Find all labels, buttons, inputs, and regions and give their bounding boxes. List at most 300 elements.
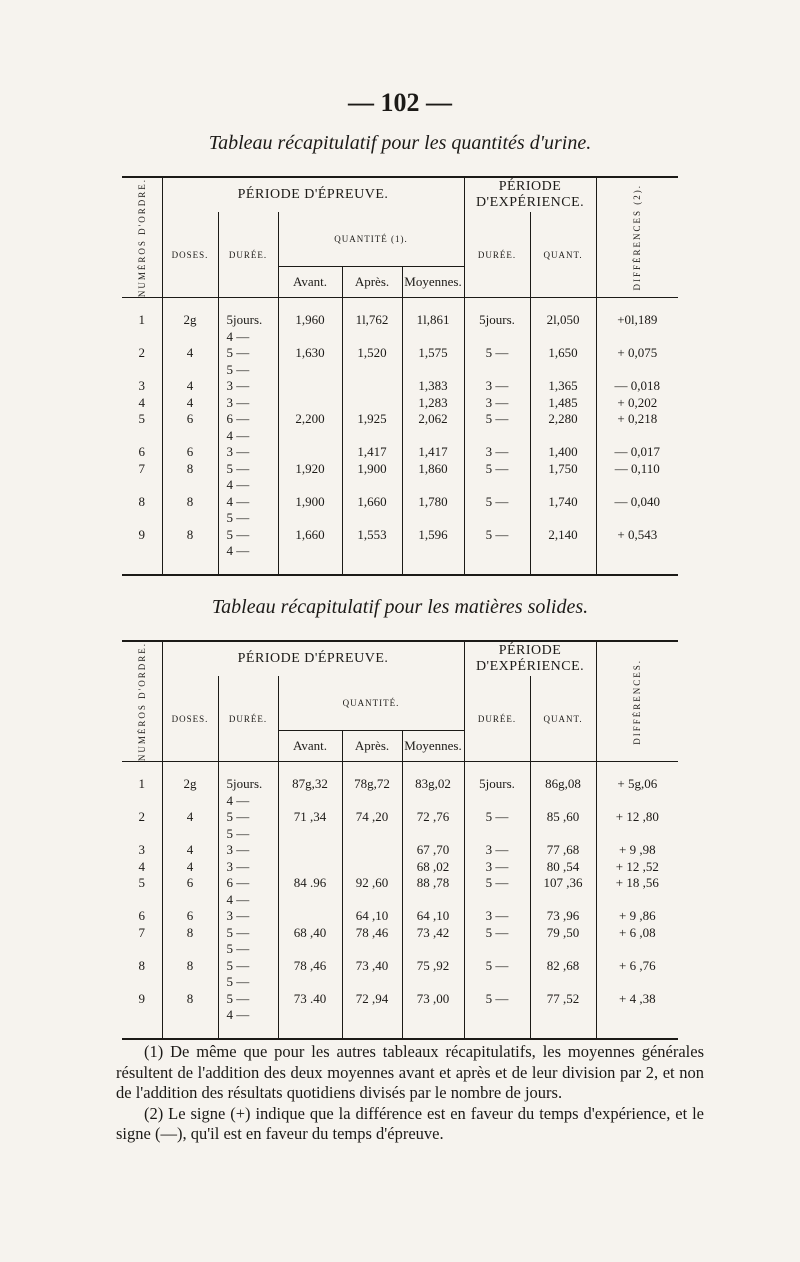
cell-mean-value xyxy=(402,477,464,494)
cell-before-value xyxy=(278,378,342,395)
cell-dose: 6 xyxy=(162,908,218,925)
cell-quantity xyxy=(530,362,596,379)
header-quantite: QUANTITÉ (1). xyxy=(278,212,464,267)
cell-mean-value xyxy=(402,428,464,445)
cell-dose: 8 xyxy=(162,991,218,1008)
cell-duration: 3 — xyxy=(218,378,278,395)
header-numeros: NUMÉROS D'ORDRE. xyxy=(136,178,147,298)
cell-dose: 4 xyxy=(162,859,218,876)
table-row xyxy=(122,329,678,346)
cell-mean-value xyxy=(402,826,464,843)
cell-experience-duration: 3 — xyxy=(464,444,530,461)
cell-duration: 5 — xyxy=(218,826,278,843)
header-duree: DURÉE. xyxy=(218,212,278,298)
cell-after-value xyxy=(342,395,402,412)
cell-mean-value: 1,417 xyxy=(402,444,464,461)
cell-experience-duration: 5jours. xyxy=(464,776,530,793)
table-row xyxy=(122,892,678,909)
cell-dose xyxy=(162,329,218,346)
header-avant: Avant. xyxy=(278,267,342,298)
table-row xyxy=(122,395,678,412)
cell-quantity: 1,650 xyxy=(530,345,596,362)
cell-before-value: 1,960 xyxy=(278,312,342,329)
cell-quantity: 2,280 xyxy=(530,411,596,428)
header-moyennes: Moyennes. xyxy=(402,731,464,762)
cell-duration: 4 — xyxy=(218,428,278,445)
cell-mean-value xyxy=(402,1007,464,1024)
cell-row-number: 7 xyxy=(122,925,162,942)
table-row xyxy=(122,908,678,925)
cell-mean-value xyxy=(402,941,464,958)
header-avant: Avant. xyxy=(278,731,342,762)
cell-duration: 4 — xyxy=(218,793,278,810)
cell-quantity xyxy=(530,543,596,560)
cell-duration: 6 — xyxy=(218,411,278,428)
cell-quantity: 107 ,36 xyxy=(530,875,596,892)
cell-dose: 8 xyxy=(162,958,218,975)
cell-difference xyxy=(596,543,678,560)
table-row xyxy=(122,378,678,395)
cell-experience-duration: 3 — xyxy=(464,378,530,395)
cell-after-value xyxy=(342,378,402,395)
cell-duration: 5 — xyxy=(218,941,278,958)
cell-mean-value: 68 ,02 xyxy=(402,859,464,876)
cell-dose xyxy=(162,510,218,527)
cell-difference xyxy=(596,974,678,991)
cell-duration: 3 — xyxy=(218,395,278,412)
cell-difference xyxy=(596,428,678,445)
table-row xyxy=(122,809,678,826)
cell-quantity: 1,740 xyxy=(530,494,596,511)
cell-duration: 4 — xyxy=(218,892,278,909)
cell-difference: + 0,075 xyxy=(617,345,658,361)
cell-difference: +0l,189 xyxy=(617,312,658,328)
cell-mean-value: 1,383 xyxy=(402,378,464,395)
cell-row-number xyxy=(122,543,162,560)
table-row xyxy=(122,312,678,329)
cell-duration: 3 — xyxy=(218,908,278,925)
cell-before-value xyxy=(278,826,342,843)
cell-row-number xyxy=(122,510,162,527)
cell-after-value: 1,925 xyxy=(342,411,402,428)
cell-mean-value: 88 ,78 xyxy=(402,875,464,892)
cell-row-number: 4 xyxy=(122,395,162,412)
header-duree-experience: DURÉE. xyxy=(464,212,530,298)
cell-after-value: 74 ,20 xyxy=(342,809,402,826)
cell-after-value: 78 ,46 xyxy=(342,925,402,942)
cell-after-value xyxy=(342,329,402,346)
cell-before-value: 84 .96 xyxy=(278,875,342,892)
cell-quantity: 79 ,50 xyxy=(530,925,596,942)
cell-mean-value xyxy=(402,974,464,991)
table-row xyxy=(122,826,678,843)
cell-before-value: 1,660 xyxy=(278,527,342,544)
cell-after-value xyxy=(342,362,402,379)
cell-before-value: 1,920 xyxy=(278,461,342,478)
page-number: — 102 — xyxy=(348,88,452,117)
cell-experience-duration: 5 — xyxy=(464,958,530,975)
cell-after-value xyxy=(342,428,402,445)
cell-mean-value: 1l,861 xyxy=(402,312,464,329)
cell-quantity: 86g,08 xyxy=(530,776,596,793)
cell-mean-value xyxy=(402,543,464,560)
cell-after-value xyxy=(342,1007,402,1024)
cell-quantity: 1,365 xyxy=(530,378,596,395)
cell-after-value xyxy=(342,826,402,843)
cell-difference xyxy=(596,477,678,494)
header-periode-experience: PÉRIODE D'EXPÉRIENCE. xyxy=(464,641,596,676)
cell-difference: + 0,218 xyxy=(617,411,658,427)
cell-duration: 5 — xyxy=(218,510,278,527)
cell-row-number: 2 xyxy=(122,345,162,362)
cell-dose: 4 xyxy=(162,378,218,395)
cell-before-value xyxy=(278,974,342,991)
cell-before-value xyxy=(278,477,342,494)
header-periode-epreuve: PÉRIODE D'ÉPREUVE. xyxy=(162,641,464,676)
footnote-2: (2) Le signe (+) indique que la différence est en faveur du temps d'expérience, et le signe (—), qu'il est en faveur du temps d'épreuve. xyxy=(116,1103,704,1143)
cell-before-value: 78 ,46 xyxy=(278,958,342,975)
cell-row-number xyxy=(122,329,162,346)
table-row xyxy=(122,859,678,876)
cell-difference xyxy=(596,793,678,810)
cell-dose: 4 xyxy=(162,809,218,826)
urine-summary-table xyxy=(122,176,678,576)
table-row xyxy=(122,991,678,1008)
cell-after-value: 1,553 xyxy=(342,527,402,544)
footnotes xyxy=(116,1042,704,1145)
header-doses: DOSES. xyxy=(162,676,218,762)
cell-dose xyxy=(162,826,218,843)
cell-quantity xyxy=(530,826,596,843)
header-apres: Après. xyxy=(342,267,402,298)
table-row xyxy=(122,428,678,445)
cell-duration: 5 — xyxy=(218,991,278,1008)
cell-after-value: 64 ,10 xyxy=(342,908,402,925)
cell-difference xyxy=(596,941,678,958)
cell-duration: 3 — xyxy=(218,859,278,876)
cell-mean-value xyxy=(402,793,464,810)
cell-row-number xyxy=(122,477,162,494)
cell-duration: 4 — xyxy=(218,329,278,346)
cell-quantity: 77 ,68 xyxy=(530,842,596,859)
cell-row-number: 8 xyxy=(122,958,162,975)
cell-after-value: 72 ,94 xyxy=(342,991,402,1008)
cell-before-value xyxy=(278,892,342,909)
cell-row-number: 8 xyxy=(122,494,162,511)
cell-experience-duration xyxy=(464,892,530,909)
cell-quantity xyxy=(530,974,596,991)
cell-quantity: 1,485 xyxy=(530,395,596,412)
cell-after-value: 1,900 xyxy=(342,461,402,478)
cell-dose: 6 xyxy=(162,411,218,428)
table-row xyxy=(122,527,678,544)
cell-difference: + 9 ,86 xyxy=(619,908,656,924)
solids-table-caption: Tableau récapitulatif pour les matières solides. xyxy=(211,596,589,618)
cell-quantity: 1,400 xyxy=(530,444,596,461)
cell-before-value: 71 ,34 xyxy=(278,809,342,826)
cell-row-number: 6 xyxy=(122,908,162,925)
cell-experience-duration xyxy=(464,941,530,958)
cell-quantity xyxy=(530,892,596,909)
cell-experience-duration xyxy=(464,428,530,445)
cell-after-value: 92 ,60 xyxy=(342,875,402,892)
header-periode-epreuve: PÉRIODE D'ÉPREUVE. xyxy=(162,177,464,212)
cell-difference: + 5g,06 xyxy=(617,776,658,792)
header-duree: DURÉE. xyxy=(218,676,278,762)
cell-row-number: 9 xyxy=(122,991,162,1008)
cell-experience-duration: 3 — xyxy=(464,908,530,925)
table-row xyxy=(122,461,678,478)
cell-after-value xyxy=(342,859,402,876)
header-apres: Après. xyxy=(342,731,402,762)
cell-before-value xyxy=(278,1007,342,1024)
cell-difference xyxy=(596,1007,678,1024)
cell-row-number xyxy=(122,793,162,810)
cell-difference: + 0,543 xyxy=(617,526,658,542)
cell-before-value: 1,630 xyxy=(278,345,342,362)
cell-experience-duration: 5 — xyxy=(464,875,530,892)
cell-duration: 4 — xyxy=(218,543,278,560)
cell-mean-value: 1,780 xyxy=(402,494,464,511)
cell-row-number xyxy=(122,892,162,909)
cell-mean-value: 67 ,70 xyxy=(402,842,464,859)
cell-dose: 4 xyxy=(162,395,218,412)
cell-after-value xyxy=(342,793,402,810)
cell-before-value: 87g,32 xyxy=(278,776,342,793)
cell-after-value: 1,417 xyxy=(342,444,402,461)
table-row xyxy=(122,444,678,461)
cell-before-value: 73 .40 xyxy=(278,991,342,1008)
cell-difference xyxy=(596,892,678,909)
header-quant: QUANT. xyxy=(530,212,596,298)
cell-row-number: 4 xyxy=(122,859,162,876)
cell-quantity: 2,140 xyxy=(530,527,596,544)
cell-before-value xyxy=(278,543,342,560)
cell-experience-duration xyxy=(464,477,530,494)
cell-difference: + 12 ,80 xyxy=(615,809,659,825)
cell-quantity: 82 ,68 xyxy=(530,958,596,975)
cell-duration: 5 — xyxy=(218,362,278,379)
cell-experience-duration: 5 — xyxy=(464,991,530,1008)
cell-mean-value: 73 ,42 xyxy=(402,925,464,942)
cell-mean-value: 1,575 xyxy=(402,345,464,362)
cell-mean-value: 72 ,76 xyxy=(402,809,464,826)
cell-experience-duration xyxy=(464,974,530,991)
cell-mean-value: 2,062 xyxy=(402,411,464,428)
cell-dose: 8 xyxy=(162,925,218,942)
cell-experience-duration: 3 — xyxy=(464,842,530,859)
cell-difference: + 4 ,38 xyxy=(619,990,656,1006)
cell-experience-duration xyxy=(464,793,530,810)
cell-row-number: 1 xyxy=(122,776,162,793)
cell-mean-value xyxy=(402,329,464,346)
cell-experience-duration: 5 — xyxy=(464,461,530,478)
table-row xyxy=(122,925,678,942)
header-duree-experience: DURÉE. xyxy=(464,676,530,762)
cell-dose xyxy=(162,974,218,991)
cell-duration: 5jours. xyxy=(218,776,278,793)
table-row xyxy=(122,510,678,527)
cell-mean-value xyxy=(402,362,464,379)
cell-difference: + 18 ,56 xyxy=(615,875,659,891)
cell-after-value: 1,520 xyxy=(342,345,402,362)
table-row xyxy=(122,345,678,362)
cell-experience-duration xyxy=(464,510,530,527)
cell-difference xyxy=(596,826,678,843)
cell-after-value: 1l,762 xyxy=(342,312,402,329)
cell-quantity xyxy=(530,1007,596,1024)
cell-after-value: 78g,72 xyxy=(342,776,402,793)
cell-difference: + 6 ,08 xyxy=(619,924,656,940)
cell-dose xyxy=(162,892,218,909)
cell-dose: 2g xyxy=(162,312,218,329)
cell-dose xyxy=(162,1007,218,1024)
cell-quantity xyxy=(530,793,596,810)
table-row xyxy=(122,842,678,859)
cell-dose xyxy=(162,543,218,560)
cell-quantity xyxy=(530,428,596,445)
cell-after-value xyxy=(342,892,402,909)
table-row xyxy=(122,958,678,975)
cell-duration: 5 — xyxy=(218,345,278,362)
cell-before-value xyxy=(278,793,342,810)
cell-mean-value: 1,596 xyxy=(402,527,464,544)
cell-difference: — 0,110 xyxy=(614,460,660,476)
cell-experience-duration xyxy=(464,362,530,379)
cell-after-value xyxy=(342,477,402,494)
cell-before-value xyxy=(278,362,342,379)
table-row xyxy=(122,362,678,379)
cell-quantity: 77 ,52 xyxy=(530,991,596,1008)
cell-before-value: 2,200 xyxy=(278,411,342,428)
cell-quantity xyxy=(530,477,596,494)
cell-difference: + 12 ,52 xyxy=(615,858,659,874)
cell-after-value xyxy=(342,842,402,859)
header-numeros: NUMÉROS D'ORDRE. xyxy=(136,642,147,762)
cell-quantity: 73 ,96 xyxy=(530,908,596,925)
cell-dose: 8 xyxy=(162,461,218,478)
cell-duration: 4 — xyxy=(218,477,278,494)
cell-after-value: 1,660 xyxy=(342,494,402,511)
cell-before-value xyxy=(278,428,342,445)
cell-mean-value xyxy=(402,892,464,909)
cell-before-value: 68 ,40 xyxy=(278,925,342,942)
cell-difference: + 6 ,76 xyxy=(619,957,656,973)
cell-dose: 6 xyxy=(162,875,218,892)
cell-duration: 6 — xyxy=(218,875,278,892)
cell-dose xyxy=(162,428,218,445)
cell-mean-value: 1,860 xyxy=(402,461,464,478)
cell-quantity: 85 ,60 xyxy=(530,809,596,826)
header-differences: DIFFÉRENCES. xyxy=(632,658,643,745)
table-row xyxy=(122,793,678,810)
cell-quantity: 1,750 xyxy=(530,461,596,478)
cell-before-value xyxy=(278,941,342,958)
cell-mean-value: 1,283 xyxy=(402,395,464,412)
cell-quantity xyxy=(530,510,596,527)
cell-after-value xyxy=(342,974,402,991)
cell-experience-duration: 3 — xyxy=(464,395,530,412)
header-moyennes: Moyennes. xyxy=(402,267,464,298)
cell-before-value xyxy=(278,329,342,346)
urine-table-caption: Tableau récapitulatif pour les quantités d'urine. xyxy=(208,132,592,154)
cell-row-number xyxy=(122,941,162,958)
cell-before-value: 1,900 xyxy=(278,494,342,511)
cell-row-number xyxy=(122,1007,162,1024)
solids-summary-table xyxy=(122,640,678,1040)
cell-row-number: 3 xyxy=(122,378,162,395)
cell-experience-duration: 3 — xyxy=(464,859,530,876)
cell-difference: — 0,040 xyxy=(614,493,661,509)
cell-after-value xyxy=(342,543,402,560)
cell-before-value xyxy=(278,859,342,876)
cell-duration: 5 — xyxy=(218,958,278,975)
cell-quantity xyxy=(530,329,596,346)
cell-difference: + 9 ,98 xyxy=(619,842,656,858)
cell-difference: — 0,017 xyxy=(614,444,661,460)
cell-difference xyxy=(596,329,678,346)
cell-duration: 5 — xyxy=(218,974,278,991)
cell-experience-duration xyxy=(464,543,530,560)
cell-mean-value: 64 ,10 xyxy=(402,908,464,925)
cell-row-number: 5 xyxy=(122,875,162,892)
cell-duration: 5 — xyxy=(218,809,278,826)
table-row xyxy=(122,494,678,511)
cell-dose xyxy=(162,793,218,810)
cell-duration: 5 — xyxy=(218,461,278,478)
cell-before-value xyxy=(278,510,342,527)
cell-row-number: 7 xyxy=(122,461,162,478)
header-doses: DOSES. xyxy=(162,212,218,298)
table-row xyxy=(122,941,678,958)
table-row xyxy=(122,875,678,892)
table-row xyxy=(122,1007,678,1024)
header-differences: DIFFÉRENCES (2). xyxy=(632,184,643,291)
cell-row-number: 6 xyxy=(122,444,162,461)
header-periode-experience: PÉRIODE D'EXPÉRIENCE. xyxy=(464,177,596,212)
cell-dose: 2g xyxy=(162,776,218,793)
cell-dose: 4 xyxy=(162,345,218,362)
cell-experience-duration: 5 — xyxy=(464,925,530,942)
cell-duration: 4 — xyxy=(218,1007,278,1024)
cell-row-number: 2 xyxy=(122,809,162,826)
cell-quantity: 2l,050 xyxy=(530,312,596,329)
cell-dose xyxy=(162,362,218,379)
cell-dose: 8 xyxy=(162,527,218,544)
cell-row-number: 9 xyxy=(122,527,162,544)
cell-difference xyxy=(596,510,678,527)
cell-dose xyxy=(162,477,218,494)
cell-row-number xyxy=(122,428,162,445)
cell-quantity: 80 ,54 xyxy=(530,859,596,876)
cell-experience-duration: 5 — xyxy=(464,494,530,511)
cell-row-number: 5 xyxy=(122,411,162,428)
cell-before-value xyxy=(278,908,342,925)
cell-difference: + 0,202 xyxy=(617,394,658,410)
table-row xyxy=(122,543,678,560)
cell-after-value xyxy=(342,510,402,527)
cell-row-number xyxy=(122,362,162,379)
cell-duration: 3 — xyxy=(218,842,278,859)
cell-experience-duration xyxy=(464,329,530,346)
cell-difference xyxy=(596,362,678,379)
table-row xyxy=(122,776,678,793)
cell-row-number xyxy=(122,826,162,843)
cell-mean-value xyxy=(402,510,464,527)
cell-before-value xyxy=(278,444,342,461)
header-quant: QUANT. xyxy=(530,676,596,762)
cell-experience-duration xyxy=(464,826,530,843)
